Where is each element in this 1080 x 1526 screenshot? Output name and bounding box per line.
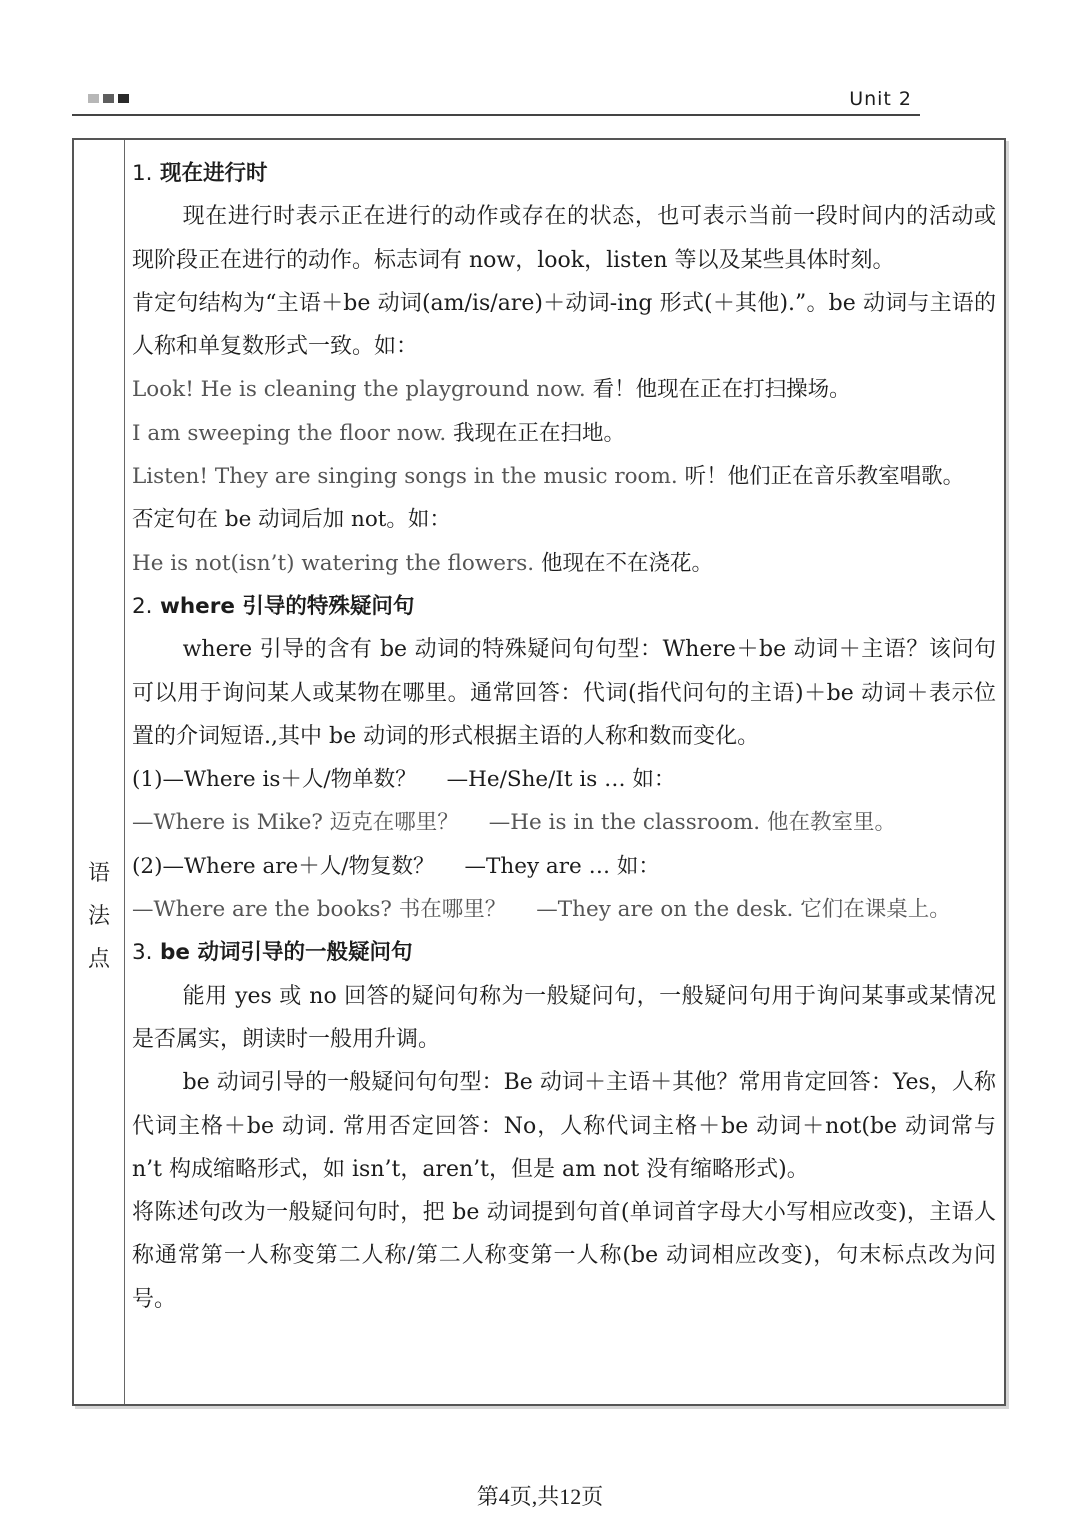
page-number: 第4页,共12页 <box>476 1484 604 1509</box>
section-number: 3. <box>132 940 153 966</box>
side-char: 法 <box>87 904 110 929</box>
paragraph: be 动词引导的一般疑问句句型：Be 动词＋主语＋其他？常用肯定回答：Yes，人称代词主格＋be 动词. 常用否定回答：No，人称代词主格＋be 动词＋not(be 动词常与 n’t 构成缩略形式，如 isn’t，aren’t，但是 am not 没有缩略形式)。 <box>132 1070 996 1182</box>
rule-question: (1)—Where is＋人/物单数？ <box>132 767 417 793</box>
paragraph: where 引导的含有 be 动词的特殊疑问句句型：Where＋be 动词＋主语？该问句可以用于询问某人或某物在哪里。通常回答：代词(指代问句的主语)＋be 动词＋表示位置的介词短语.,其中 be 动词的形式根据主语的人称和数而变化。 <box>132 637 996 749</box>
section-title: 现在进行时 <box>160 161 268 186</box>
example-sentence <box>132 888 996 931</box>
rule-answer: —He/She/It is … 如： <box>446 767 676 793</box>
section-title: where 引导的特殊疑问句 <box>160 593 415 619</box>
example-sentence <box>132 542 996 585</box>
side-char: 语 <box>87 861 110 886</box>
header-rule <box>72 114 920 116</box>
example-question: —Where is Mike? 迈克在哪里？ <box>132 810 459 836</box>
paragraph: 现在进行时表示正在进行的动作或存在的状态，也可表示当前一段时间内的活动或现阶段正在进行的动作。标志词有 now，look，listen 等以及某些具体时刻。 <box>132 204 996 273</box>
example-sentence <box>132 801 996 844</box>
section-title: be 动词引导的一般疑问句 <box>160 940 413 966</box>
section-heading <box>132 152 996 195</box>
example-en: Listen! They are singing songs in the music room. <box>132 464 678 490</box>
example-sentence <box>132 368 996 411</box>
grammar-content <box>132 152 996 1321</box>
example-en: He is not(isn’t) watering the flowers. <box>132 550 535 576</box>
unit-label: Unit 2 <box>849 88 912 110</box>
side-char: 点 <box>87 947 110 972</box>
paragraph: 肯定句结构为“主语＋be 动词(am/is/are)＋动词-ing 形式(＋其他).”。be 动词与主语的人称和单复数形式一致。如： <box>132 290 996 360</box>
header-square <box>118 94 129 103</box>
side-label <box>74 852 124 981</box>
section-heading <box>132 931 996 974</box>
example-answer: —He is in the classroom. 他在教室里。 <box>488 810 896 836</box>
rule-line <box>132 758 996 801</box>
example-answer: —They are on the desk. 它们在课桌上。 <box>536 897 951 923</box>
paragraph: 否定句在 be 动词后加 not。如： <box>132 507 451 533</box>
section-number: 1. <box>132 161 153 186</box>
example-en: Look! He is cleaning the playground now. <box>132 377 586 403</box>
rule-question: (2)—Where are＋人/物复数？ <box>132 853 435 879</box>
example-zh: 看！他现在正在打扫操场。 <box>592 377 851 403</box>
grammar-table <box>72 138 1006 1406</box>
rule-line <box>132 845 996 888</box>
side-column <box>74 140 125 1404</box>
header-square <box>103 94 114 103</box>
example-sentence <box>132 455 996 498</box>
rule-answer: —They are … 如： <box>464 853 660 879</box>
example-en: I am sweeping the floor now. <box>132 420 447 446</box>
example-zh: 我现在正在扫地。 <box>453 420 626 446</box>
paragraph: 能用 yes 或 no 回答的疑问句称为一般疑问句，一般疑问句用于询问某事或某情况是否属实，朗读时一般用升调。 <box>132 983 996 1052</box>
section-number: 2. <box>132 593 153 619</box>
header-decoration <box>88 94 129 103</box>
header-square <box>88 94 99 103</box>
section-heading <box>132 585 996 628</box>
example-zh: 听！他们正在音乐教室唱歌。 <box>684 464 965 490</box>
example-sentence <box>132 412 996 455</box>
paragraph: 将陈述句改为一般疑问句时，把 be 动词提到句首(单词首字母大小写相应改变)，主语人称通常第一人称变第二人称/第二人称变第一人称(be 动词相应改变)，句末标点改为问号。 <box>132 1200 996 1312</box>
example-zh: 他现在不在浇花。 <box>540 550 713 576</box>
example-question: —Where are the books? 书在哪里？ <box>132 897 507 923</box>
